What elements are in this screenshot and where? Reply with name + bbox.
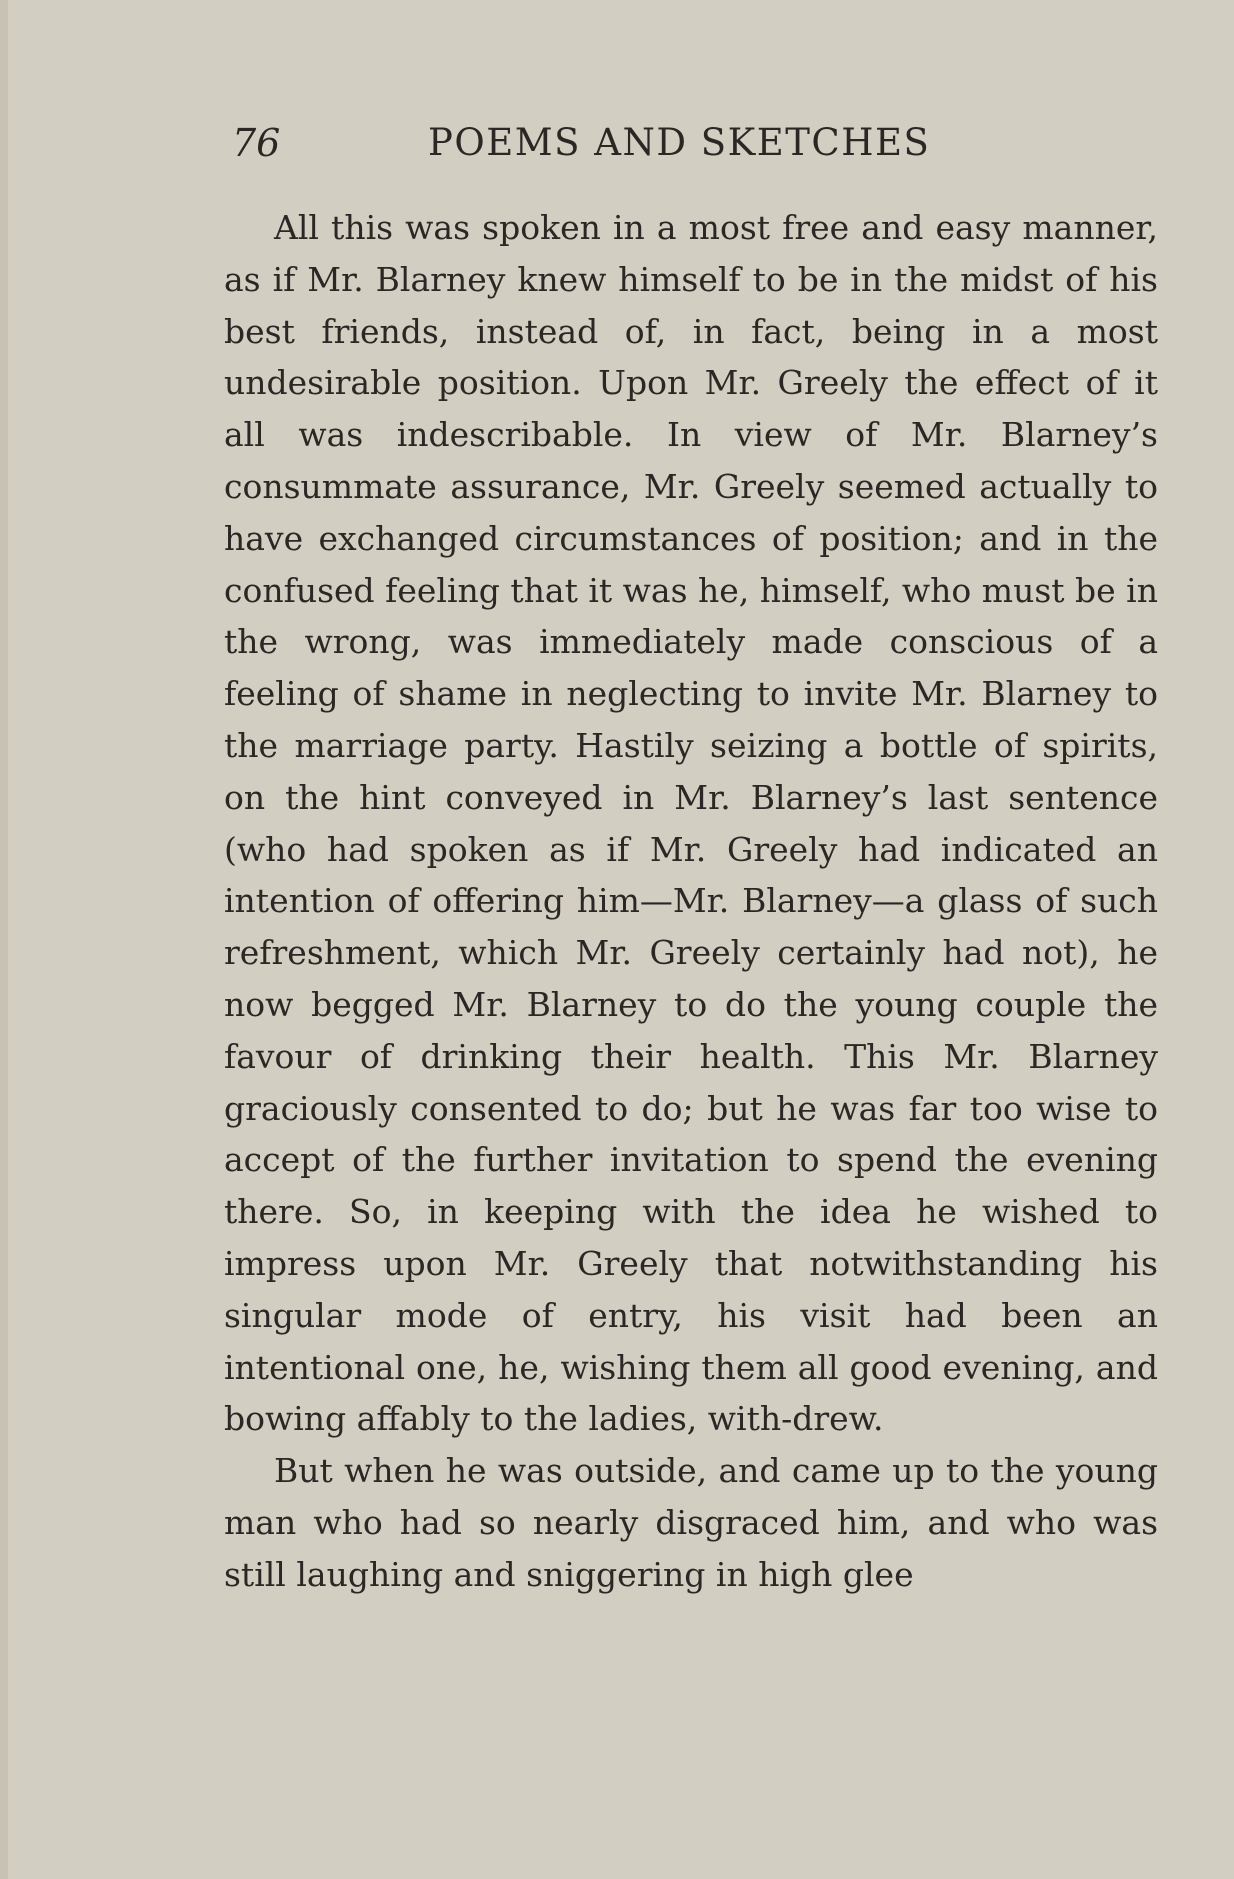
page-number: 76 <box>232 121 281 165</box>
running-head <box>232 118 966 168</box>
body-paragraph: But when he was outside, and came up to the young man who had so nearly disgraced him, and who was still laughing and sniggering in high glee <box>224 1451 1158 1594</box>
body-paragraph: All this was spoken in a most free and easy manner, as if Mr. Blarney knew himself to be in the midst of his best friends, instead of, in fact, being in a most undesirable position. Upon Mr. Greely the effect of it all was indescribable. In view of Mr. Blarney’s consummate assurance, Mr. Greely seemed actually to have exchanged circumstances of position; and in the confused feeling that it was he, himself, who must be in the wrong, was immediately made conscious of a feeling of shame in neglecting to invite Mr. Blarney to the marriage party. Hastily seizing a bottle of spirits, on the hint conveyed in Mr. Blarney’s last sentence (who had spoken as if Mr. Greely had indicated an intention of offering him—Mr. Blarney—a glass of such refreshment, which Mr. Greely certainly had not), he now begged Mr. Blarney to do the young couple the favour of drinking their health. This Mr. Blarney graciously consented to do; but he was far too wise to accept of the further invitation to spend the evening there. So, in keeping with the idea he wished to impress upon Mr. Greely that notwithstanding his singular mode of entry, his visit had been an intentional one, he, wishing them all good evening, and bowing affably to the ladies, with-drew. <box>224 208 1158 1439</box>
page-text <box>224 202 1158 1601</box>
running-title: POEMS AND SKETCHES <box>428 121 931 164</box>
page-edge <box>0 0 8 1879</box>
